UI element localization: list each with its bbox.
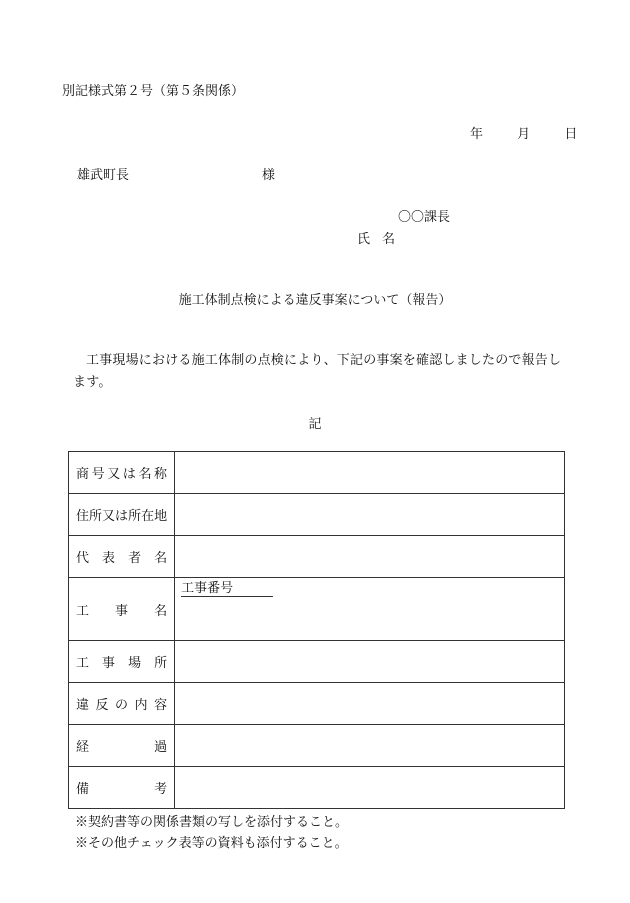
table-row	[69, 452, 565, 494]
record-table	[68, 451, 565, 809]
note-attach-checklist: ※その他チェック表等の資料も添付すること。	[75, 836, 348, 851]
ki-heading: 記	[308, 417, 322, 432]
form-number: 別記様式第２号（第５条関係）	[62, 84, 245, 99]
honorific: 様	[262, 168, 276, 183]
addressee: 雄武町長	[77, 168, 130, 183]
row-label: 工 事 名	[76, 603, 168, 619]
table-row	[69, 767, 565, 809]
date-day-label: 日	[564, 127, 578, 142]
row-label: 備 考	[76, 782, 168, 797]
row-label: 経 過	[76, 740, 168, 755]
name-label: 氏名	[357, 232, 408, 247]
table-row	[69, 641, 565, 683]
body-text: 工事現場における施工体制の点検により、下記の事案を確認しましたので報告します。	[73, 353, 562, 390]
table-row	[69, 536, 565, 578]
row-label-cell	[69, 641, 175, 683]
row-label-cell	[69, 767, 175, 809]
table-row	[69, 578, 565, 641]
project-number-label: 工事番号	[181, 581, 273, 597]
row-label: 住 所 又 は 所 在 地	[76, 509, 168, 524]
row-value-cell[interactable]	[175, 578, 565, 641]
table-row	[69, 494, 565, 536]
table-row	[69, 683, 565, 725]
row-label: 違 反 の 内 容	[76, 698, 168, 713]
row-value-cell[interactable]	[175, 494, 565, 536]
date-line	[470, 123, 577, 142]
row-value-cell[interactable]	[175, 452, 565, 494]
row-label-cell	[69, 494, 175, 536]
row-label: 代 表 者 名	[76, 551, 168, 566]
row-label-cell	[69, 725, 175, 767]
date-year-label: 年	[470, 127, 484, 142]
document-title: 施工体制点検による違反事案について（報告）	[178, 293, 452, 308]
row-value-cell[interactable]	[175, 641, 565, 683]
row-label: 商 号 又 は 名 称	[76, 467, 168, 482]
row-value-cell[interactable]	[175, 767, 565, 809]
row-label-cell	[69, 536, 175, 578]
date-month-label: 月	[517, 127, 531, 142]
row-value-cell[interactable]	[175, 683, 565, 725]
row-label: 工 事 場 所	[76, 656, 168, 671]
table-row	[69, 725, 565, 767]
row-value-cell[interactable]	[175, 536, 565, 578]
row-value-cell[interactable]	[175, 725, 565, 767]
row-label-cell	[69, 683, 175, 725]
department-head: 〇〇課長	[398, 210, 451, 225]
note-attach-contract: ※契約書等の関係書類の写しを添付すること。	[75, 815, 349, 830]
row-label-cell	[69, 578, 175, 641]
row-label-cell	[69, 452, 175, 494]
